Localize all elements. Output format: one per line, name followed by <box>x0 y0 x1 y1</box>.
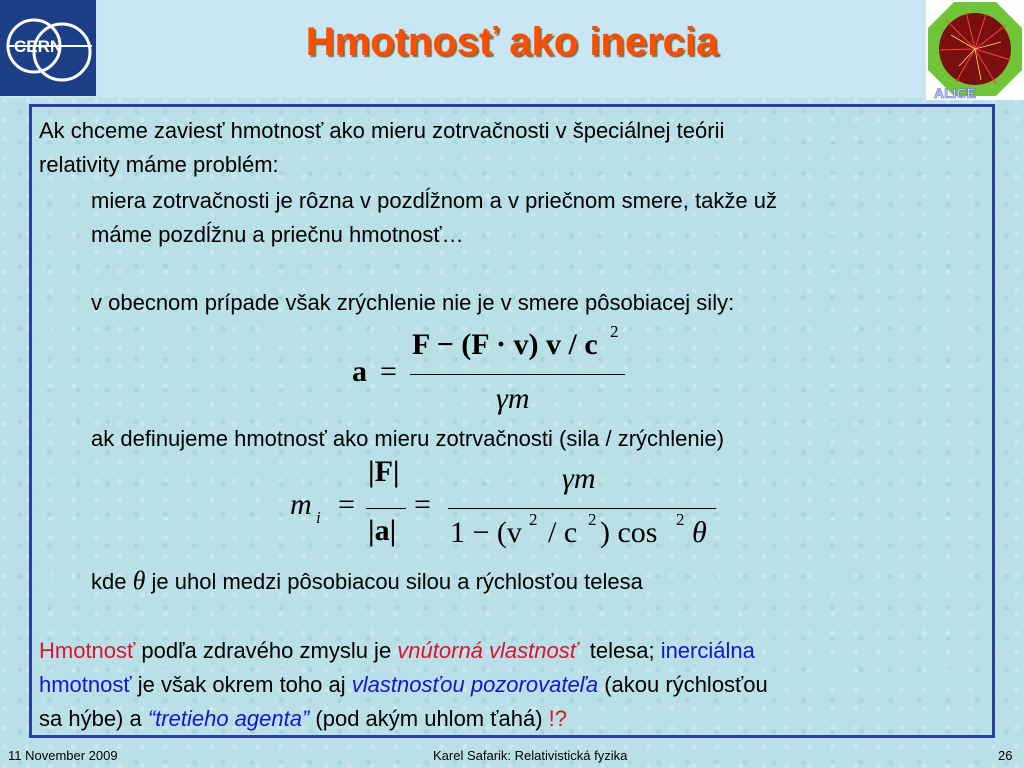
point3-text: ak definujeme hmotnosť ako mieru zotrvačnosti (sila / zrýchlenie) <box>91 426 725 451</box>
footer-author: Karel Safarik: Relativistická fyzika <box>433 748 628 763</box>
footer-date: 11 November 2009 <box>8 748 118 763</box>
formula2-fraction-line-1 <box>366 508 406 509</box>
point1-line-2: máme pozdĺžnu a priečnu hmotnosť… <box>91 222 464 247</box>
conclusion-hmotnost-2: hmotnosť <box>39 672 132 697</box>
formula2-fraction-line-2 <box>448 508 716 509</box>
formula1-denominator: γm <box>496 382 530 415</box>
formula2-eq1: = <box>338 488 355 521</box>
conclusion-vlastnost-pozorovatela: vlastnosťou pozorovateľa <box>351 672 599 697</box>
kde-suffix: je uhol medzi pôsobiacou silou a rýchlosťou telesa <box>151 569 643 594</box>
formula2-den2-c: ) cos <box>600 516 658 549</box>
formula2-den2-theta: θ <box>692 516 707 549</box>
conclusion-line-2 <box>39 668 768 701</box>
formula1-lhs: a <box>352 355 367 388</box>
formula2-lhs: m <box>290 488 312 521</box>
conclusion-hmotnost: Hmotnosť <box>39 638 136 663</box>
formula1-numerator-sup: 2 <box>610 322 619 341</box>
cern-logo <box>0 0 96 96</box>
formula2-lhs-sub: i <box>316 508 321 527</box>
conclusion-s2: podľa zdravého zmyslu je <box>135 638 398 663</box>
point1-line-1: miera zotrvačnosti je rôzna v pozdĺžnom a v priečnom smere, takže už <box>91 188 777 213</box>
formula1-fraction-line <box>410 374 625 375</box>
formula2-num2: γm <box>562 462 596 495</box>
conclusion-line-1 <box>39 634 755 667</box>
cern-logo-icon <box>0 0 96 96</box>
conclusion-s4: telesa; <box>577 638 661 663</box>
conclusion-exclaim: !? <box>548 706 567 731</box>
conclusion-s9: (akou rýchlosťou <box>598 672 768 697</box>
formula2-den2-sup1: 2 <box>529 510 538 529</box>
formula2-den2-b: / c <box>548 516 578 549</box>
formula2-num1: |F| <box>368 455 400 488</box>
conclusion-s12: (pod akým uhlom ťahá) <box>309 706 549 731</box>
conclusion-inercialna: inerciálna <box>660 638 755 663</box>
formula2-den1: |a| <box>368 514 397 547</box>
conclusion-s10: sa hýbe) a <box>39 706 148 731</box>
conclusion-s7: je však okrem toho aj <box>131 672 352 697</box>
conclusion-vnutorna-vlastnost: vnútorná vlastnosť <box>397 638 578 663</box>
alice-logo <box>926 0 1024 100</box>
formula2-den2-a: 1 − (v <box>450 516 522 549</box>
formula2-eq2: = <box>414 488 431 521</box>
formula1-numerator: F − (F · v) v / c <box>412 328 598 361</box>
cern-logo-text: CERN <box>14 37 63 56</box>
conclusion-tretieho-agenta: “tretieho agenta” <box>147 706 310 731</box>
footer-page-number: 26 <box>998 748 1013 763</box>
formula2-den2-sup2: 2 <box>588 510 597 529</box>
formula2-den2-sup3: 2 <box>676 510 685 529</box>
intro-line-1: Ak chceme zaviesť hmotnosť ako mieru zotrvačnosti v špeciálnej teórii <box>39 118 725 143</box>
formula1-eq: = <box>380 355 397 388</box>
alice-logo-icon <box>926 0 1024 100</box>
slide-title: Hmotnosť ako inercia <box>305 20 719 64</box>
alice-logo-text: ALICE <box>934 85 976 100</box>
kde-theta: θ <box>132 566 146 595</box>
point2-text: v obecnom prípade však zrýchlenie nie je v smere pôsobiacej sily: <box>91 290 735 315</box>
kde-line <box>91 564 643 598</box>
intro-line-2: relativity máme problém: <box>39 152 279 177</box>
kde-prefix: kde <box>91 569 127 594</box>
conclusion-line-3 <box>39 702 567 735</box>
